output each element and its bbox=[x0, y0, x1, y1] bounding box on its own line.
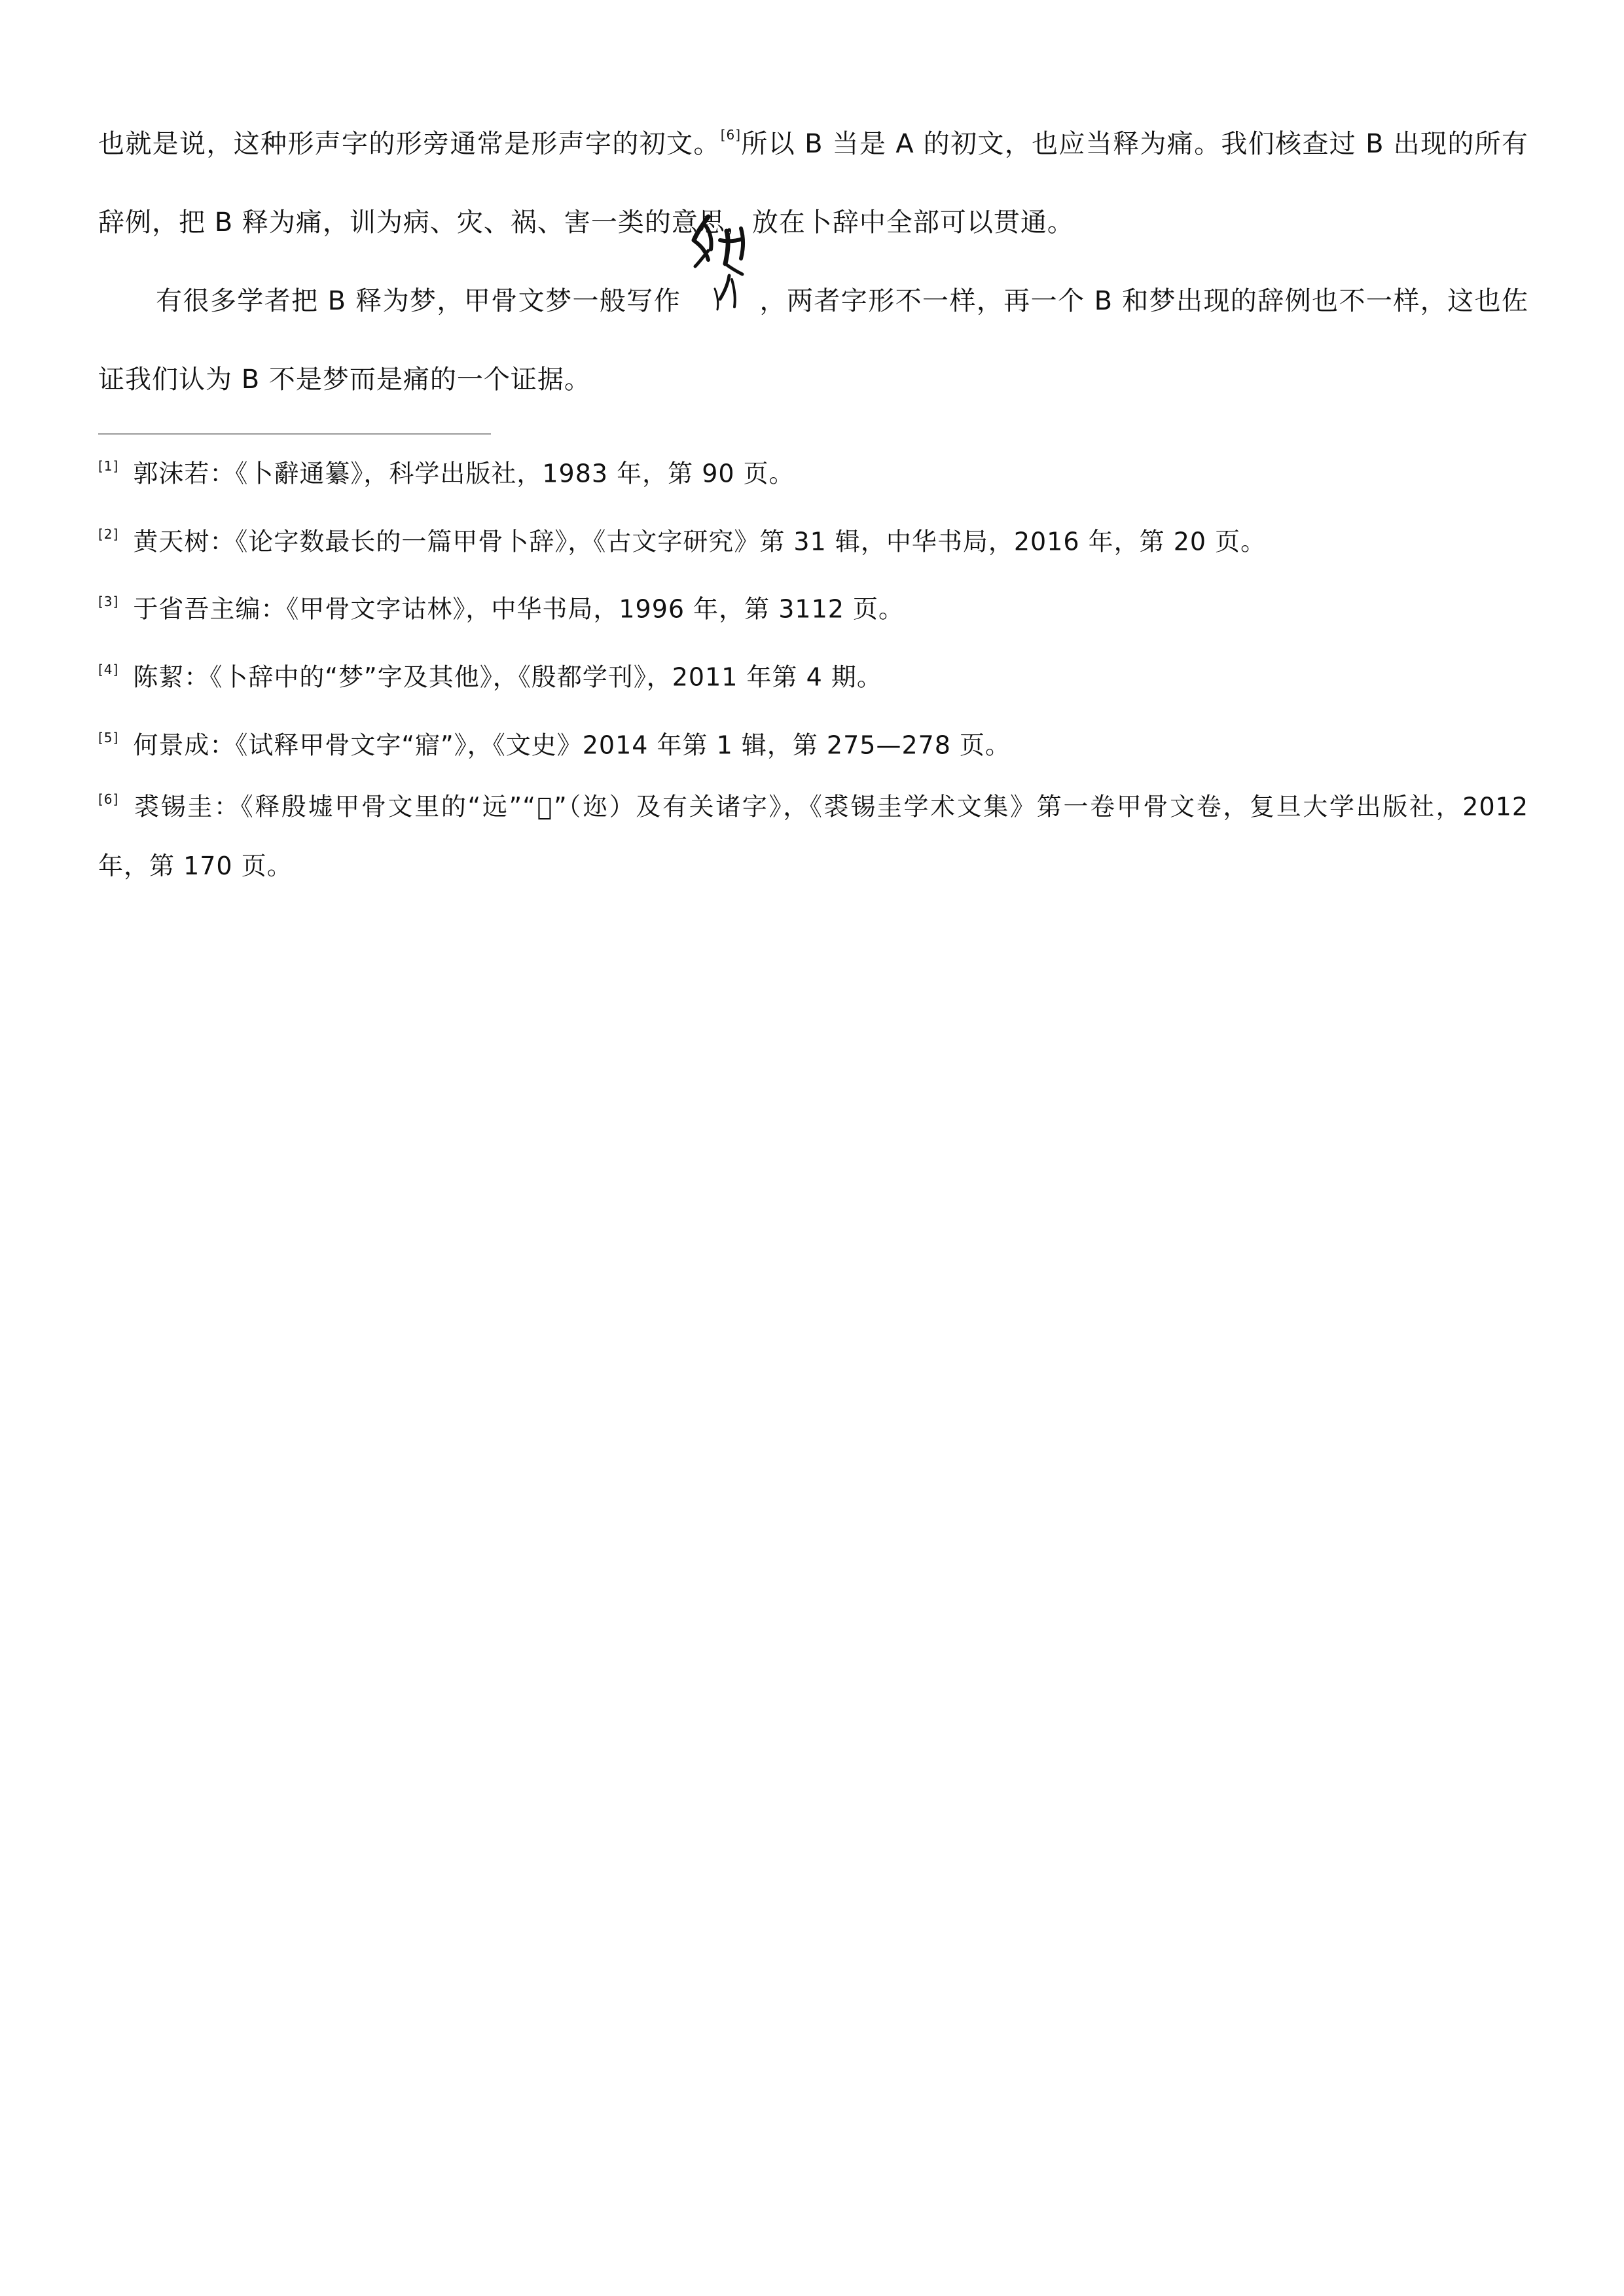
footnote-text: 郭沫若：《卜辭通纂》，科学出版社，1983 年，第 90 页。 bbox=[133, 459, 795, 488]
footnote-text: 何景成：《试释甲骨文字“寣”》，《文史》2014 年第 1 辑，第 275—278 页。 bbox=[133, 730, 1011, 760]
footnote-1 bbox=[98, 448, 1528, 495]
footnote-number: [4] bbox=[98, 661, 119, 677]
footnote-number: [2] bbox=[98, 526, 119, 542]
paragraph-1-text-a: 也就是说，这种形声字的形旁通常是形声字的初文。 bbox=[98, 129, 721, 159]
footnote-text: 陈絜：《卜辞中的“梦”字及其他》，《殷都学刊》，2011 年第 4 期。 bbox=[133, 662, 882, 692]
paragraph-2-text-a: 有很多学者把 B 释为梦，甲骨文梦一般写作 bbox=[156, 286, 681, 316]
footnote-number: [1] bbox=[98, 458, 119, 474]
footnote-6 bbox=[98, 772, 1528, 895]
footnote-text: 黄天树：《论字数最长的一篇甲骨卜辞》，《古文字研究》第 31 辑，中华书局，2016 年，第 20 页。 bbox=[133, 527, 1267, 556]
footnote-number: [3] bbox=[98, 594, 119, 610]
footnote-separator bbox=[98, 433, 491, 435]
footnote-number: [6] bbox=[98, 791, 119, 808]
footnote-5 bbox=[98, 719, 1528, 766]
footnote-number: [5] bbox=[98, 729, 119, 745]
paragraph-1-text-b: 所以 B 当是 A 的初文，也应当释为痛。我们核查过 B 出现的所有辞例，把 B 释为痛，训为病、灾、祸、害一类的意思，放在卜辞中全部可以贯通。 bbox=[98, 129, 1528, 238]
body-paragraph-1 bbox=[98, 105, 1528, 262]
paragraph-2-text-b: ，两者字形不一样，再一个 B 和梦出现的辞例也不一样，这也佐证我们认为 B 不是梦而是痛的一个证据。 bbox=[98, 286, 1528, 395]
footnote-4 bbox=[98, 651, 1528, 698]
footnote-2 bbox=[98, 516, 1528, 563]
body-paragraph-2 bbox=[98, 262, 1528, 419]
footnote-text: 裘锡圭：《释殷墟甲骨文里的“远”“𤞷”（迩）及有关诸字》，《裘锡圭学术文集》第一卷甲骨文卷，复旦大学出版社，2012 年，第 170 页。 bbox=[98, 792, 1528, 880]
footnote-text: 于省吾主编：《甲骨文字诂林》，中华书局，1996 年，第 3112 页。 bbox=[133, 594, 904, 624]
oracle-bone-meng-character-icon bbox=[681, 283, 759, 310]
footnote-3 bbox=[98, 583, 1528, 630]
footnotes-section bbox=[98, 448, 1528, 895]
footnote-ref-6[interactable]: [6] bbox=[720, 126, 742, 143]
document-page bbox=[98, 105, 1528, 916]
